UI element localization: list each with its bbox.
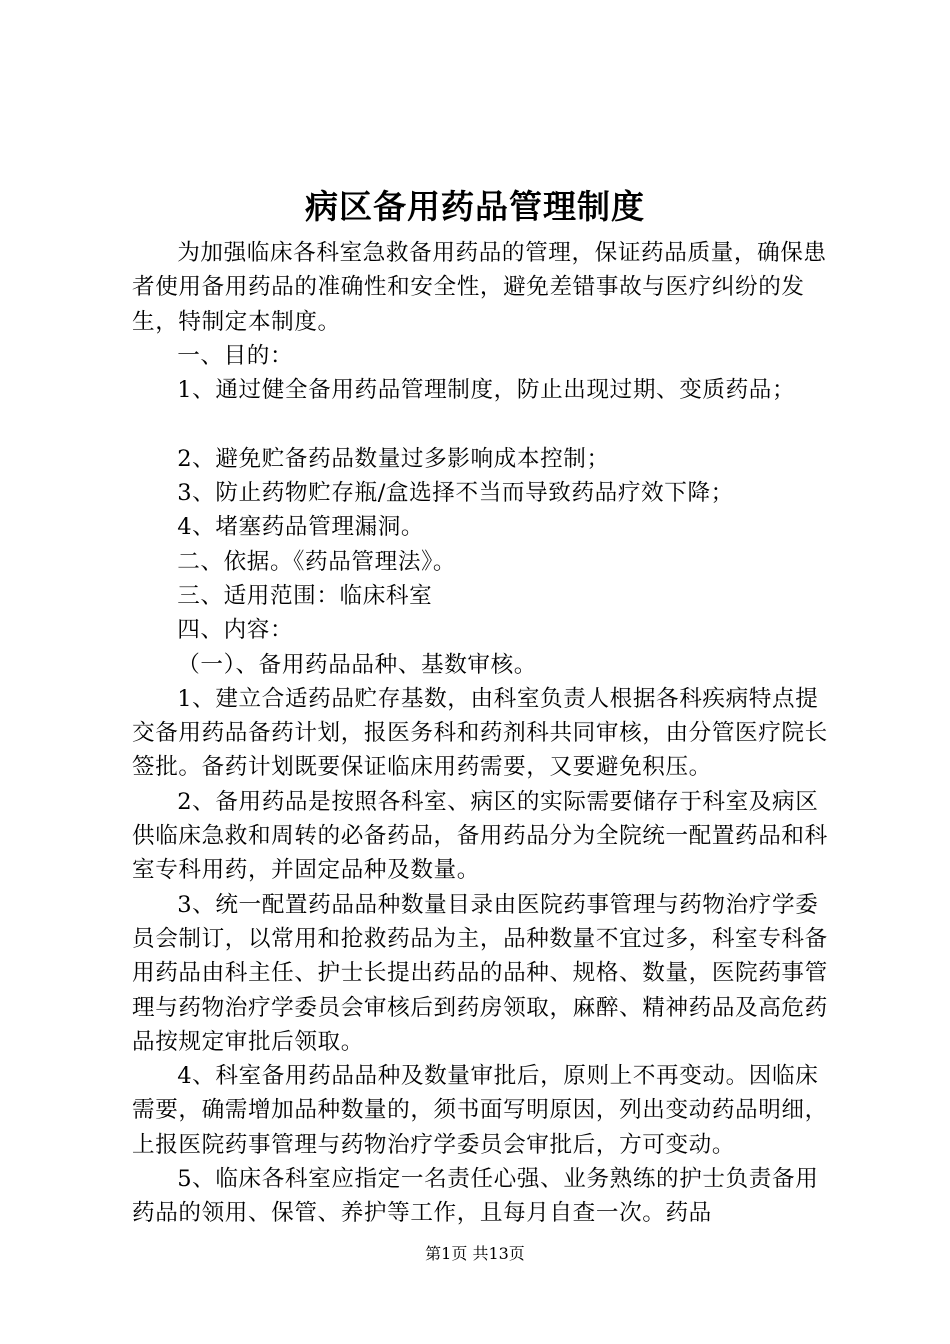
document-body [132, 236, 832, 1231]
paragraph-heading-content: 四、内容： [177, 617, 294, 644]
paragraph-content-4: 4、科室备用药品品种及数量审批后，原则上不再变动。因临床需要，确需增加品种数量的，须书面写明原因，列出变动药品明细，上报医院药事管理与药物治疗学委员会审批后，方可变动。 [132, 1063, 828, 1158]
paragraph-purpose-4: 4、堵塞药品管理漏洞。 [177, 514, 425, 541]
paragraph-heading-scope: 三、适用范围：临床科室 [177, 582, 433, 609]
paragraph-content-5: 5、临床各科室应指定一名责任心强、业务熟练的护士负责备用药品的领用、保管、养护等工作，且每月自查一次。药品 [132, 1166, 819, 1227]
paragraph-purpose-2: 2、避免贮备药品数量过多影响成本控制； [177, 445, 610, 472]
paragraph-content-3: 3、统一配置药品品种数量目录由医院药事管理与药物治疗学委员会制订，以常用和抢救药品为主，品种数量不宜过多，科室专科备用药品由科主任、护士长提出药品的品种、规格、数量，医院药事管理与药物治疗学委员会审核后到药房领取，麻醉、精神药品及高危药品按规定审批后领取。 [132, 891, 828, 1055]
paragraph-content-2: 2、备用药品是按照各科室、病区的实际需要储存于科室及病区供临床急救和周转的必备药品，备用药品分为全院统一配置药品和科室专科用药，并固定品种及数量。 [132, 788, 828, 884]
paragraph-purpose-3: 3、防止药物贮存瓶/盒选择不当而导致药品疗效下降； [177, 480, 734, 507]
paragraph-purpose-1: 1、通过健全备用药品管理制度，防止出现过期、变质药品； [177, 377, 796, 404]
page-footer: 第1页 共13页 [425, 1244, 525, 1263]
paragraph-intro: 为加强临床各科室急救备用药品的管理，保证药品质量，确保患者使用备用药品的准确性和安全性，避免差错事故与医疗纠纷的发生，特制定本制度。 [132, 240, 827, 335]
paragraph-heading-basis: 二、依据。《药品管理法》。 [177, 548, 457, 575]
paragraph-content-1: 1、建立合适药品贮存基数，由科室负责人根据各科疾病特点提交备用药品备药计划，报医务科和药剂科共同审核，由分管医疗院长签批。备药计划既要保证临床用药需要，又要避免积压。 [132, 685, 828, 781]
paragraph-subheading-review: （一）、备用药品品种、基数审核。 [177, 651, 537, 678]
paragraph-heading-purpose: 一、目的： [177, 342, 294, 369]
document-title: 病区备用药品管理制度 [305, 187, 645, 226]
